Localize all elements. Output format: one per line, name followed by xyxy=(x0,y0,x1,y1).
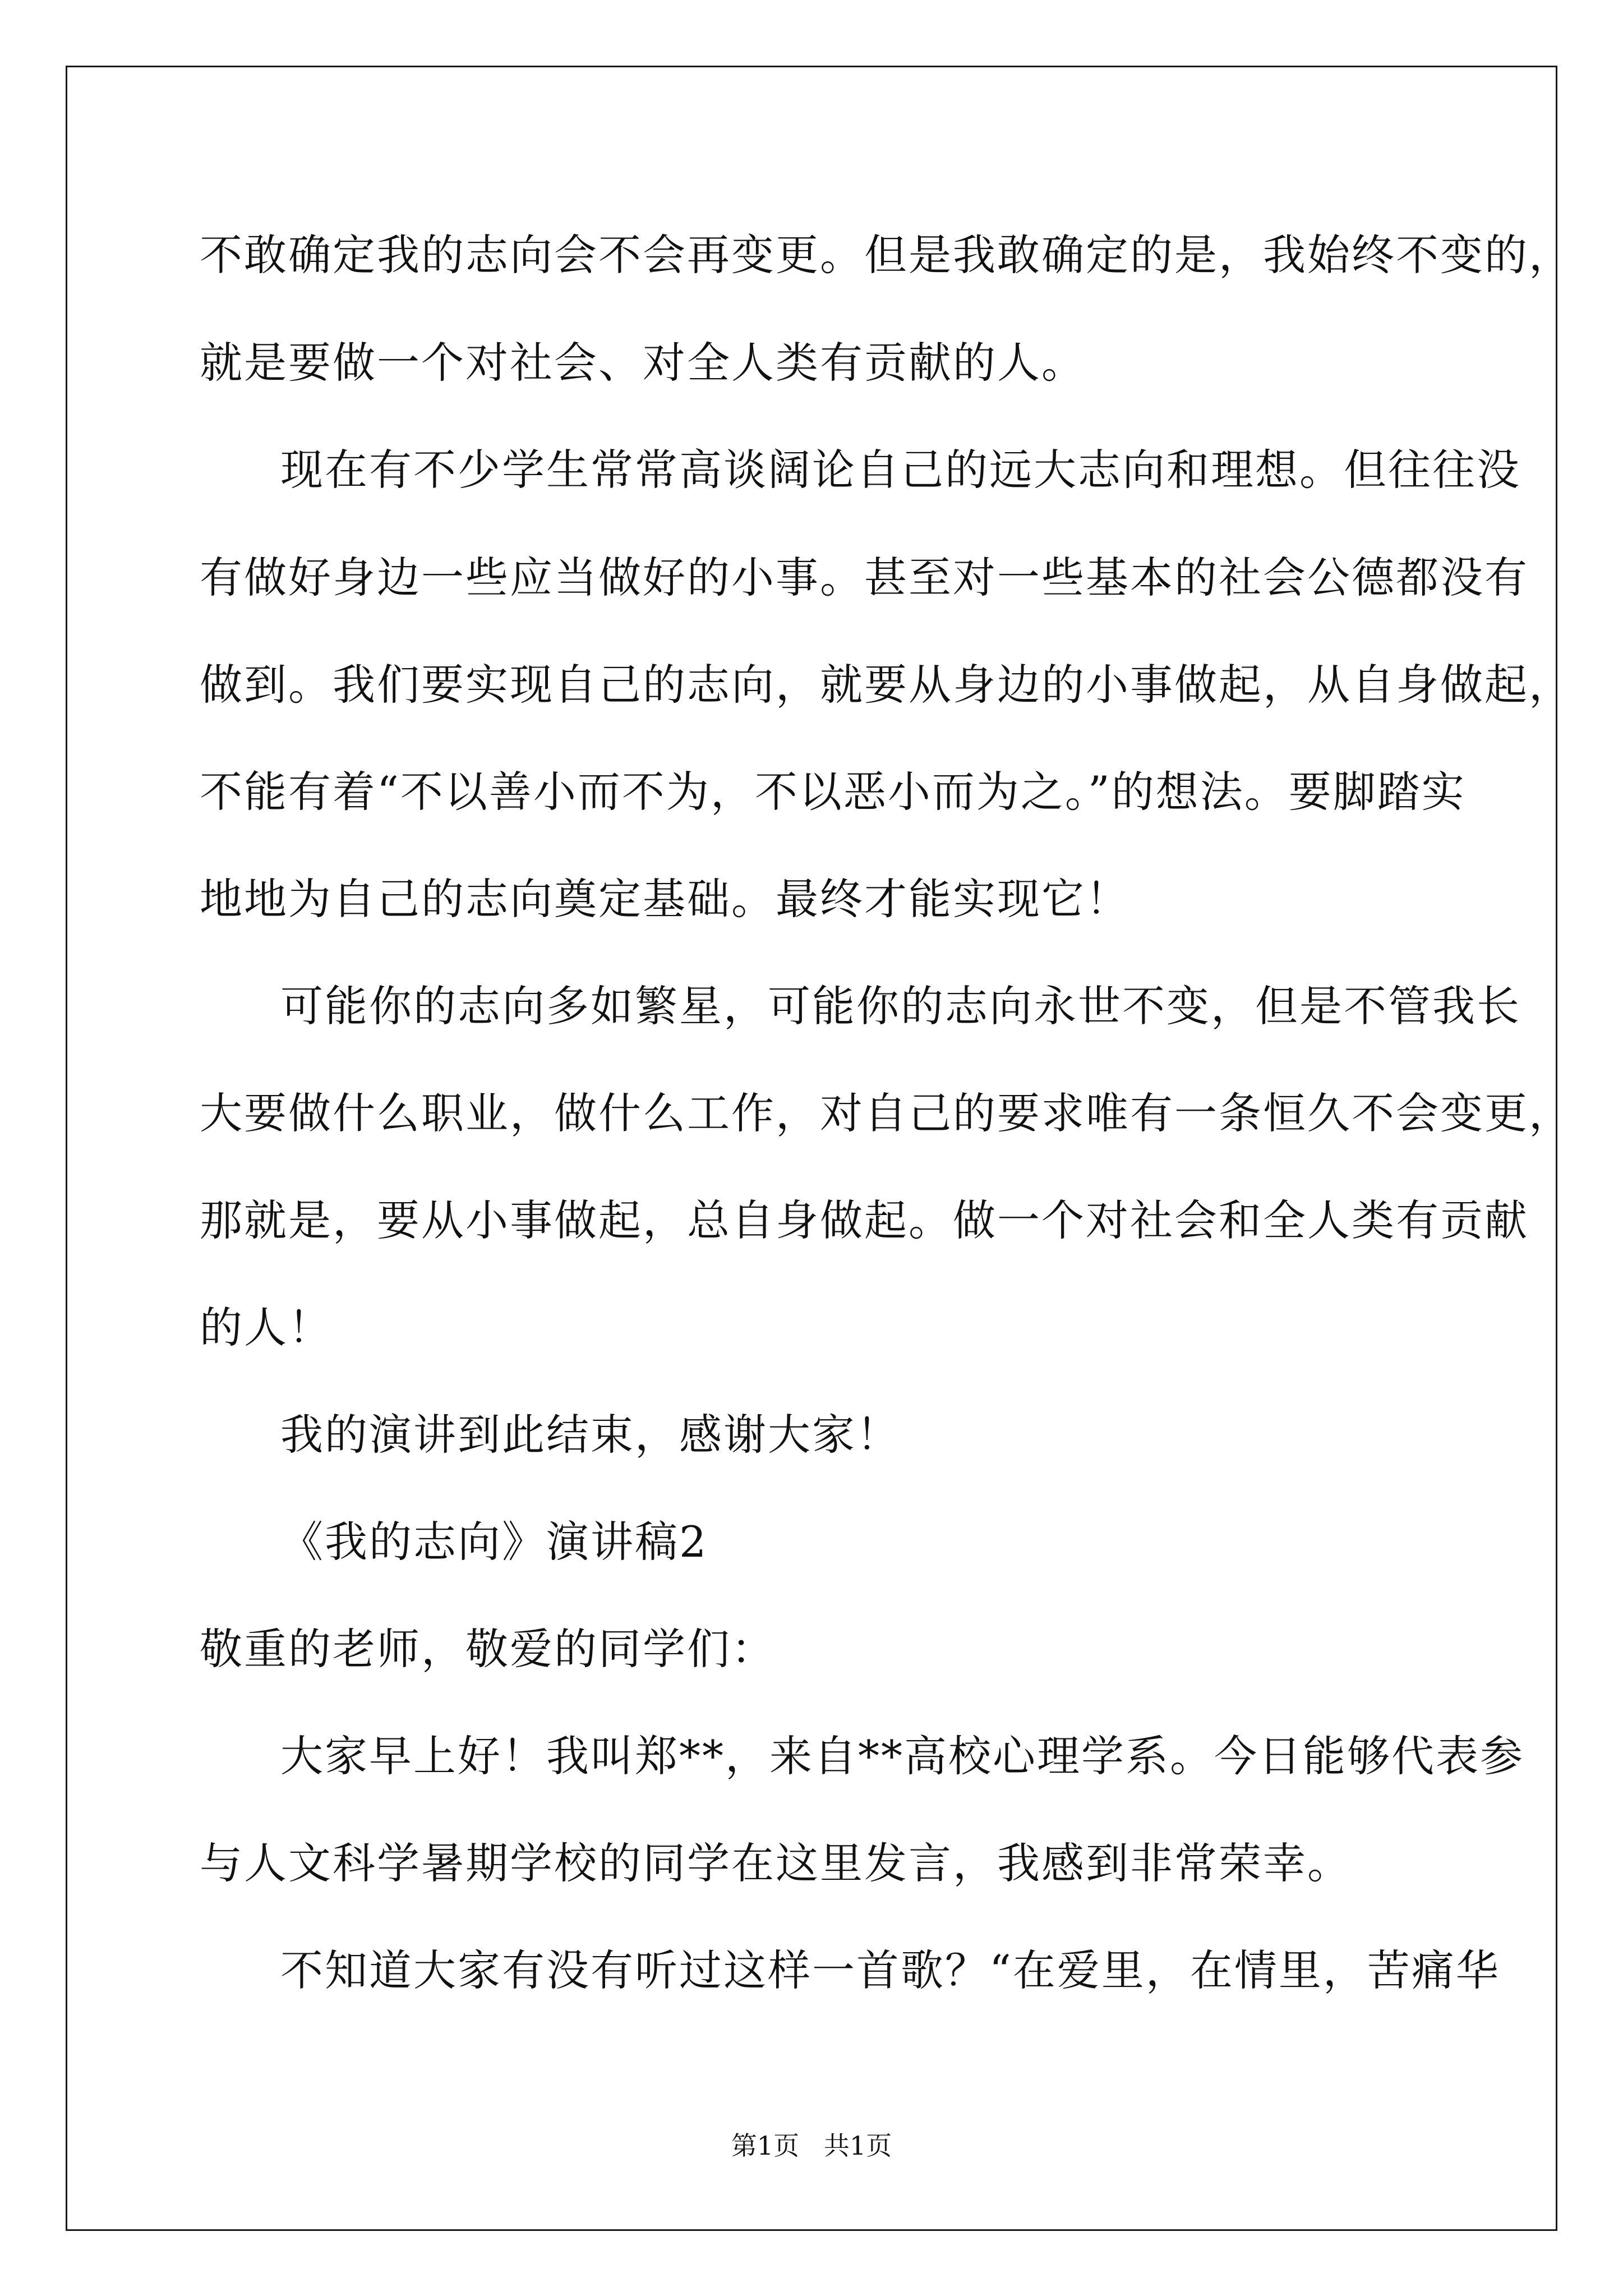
paragraph-line-3: 现在有不少学生常常高谈阔论自己的远大志向和理想。但往往没 xyxy=(280,445,1521,495)
paragraph-line-9: 大要做什么职业，做什么工作，对自己的要求唯有一条恒久不会变更， xyxy=(200,1088,1573,1138)
paragraph-line-15: 大家早上好！我叫郑**，来自**高校心理学系。今日能够代表参 xyxy=(280,1731,1524,1781)
paragraph-line-17: 不知道大家有没有听过这样一首歌？“在爱里，在情里，苦痛华 xyxy=(280,1945,1500,1995)
paragraph-line-7: 地地为自己的志向奠定基础。最终才能实现它！ xyxy=(200,874,1130,924)
salutation: 敬重的老师，敬爱的同学们： xyxy=(200,1624,776,1674)
paragraph-line-11: 的人！ xyxy=(200,1303,333,1352)
closing-line: 我的演讲到此结束，感谢大家！ xyxy=(280,1410,901,1460)
paragraph-line-4: 有做好身边一些应当做好的小事。甚至对一些基本的社会公德都没有 xyxy=(200,553,1529,602)
paragraph-line-2: 就是要做一个对社会、对全人类有贡献的人。 xyxy=(200,338,1086,388)
paragraph-line-16: 与人文科学暑期学校的同学在这里发言，我感到非常荣幸。 xyxy=(200,1838,1352,1888)
paragraph-line-8: 可能你的志向多如繁星，可能你的志向永世不变，但是不管我长 xyxy=(280,981,1521,1031)
paragraph-line-1: 不敢确定我的志向会不会再变更。但是我敢确定的是，我始终不变的， xyxy=(200,230,1573,280)
page-footer: 第1页 共1页 xyxy=(731,2131,892,2161)
page-border xyxy=(66,66,1557,2231)
paragraph-line-10: 那就是，要从小事做起，总自身做起。做一个对社会和全人类有贡献 xyxy=(200,1195,1529,1245)
paragraph-line-5: 做到。我们要实现自己的志向，就要从身边的小事做起，从自身做起， xyxy=(200,660,1573,710)
paragraph-line-6: 不能有着“不以善小而不为，不以恶小而为之。”的想法。要脚踏实 xyxy=(200,767,1466,817)
section-title: 《我的志向》演讲稿2 xyxy=(280,1517,708,1567)
